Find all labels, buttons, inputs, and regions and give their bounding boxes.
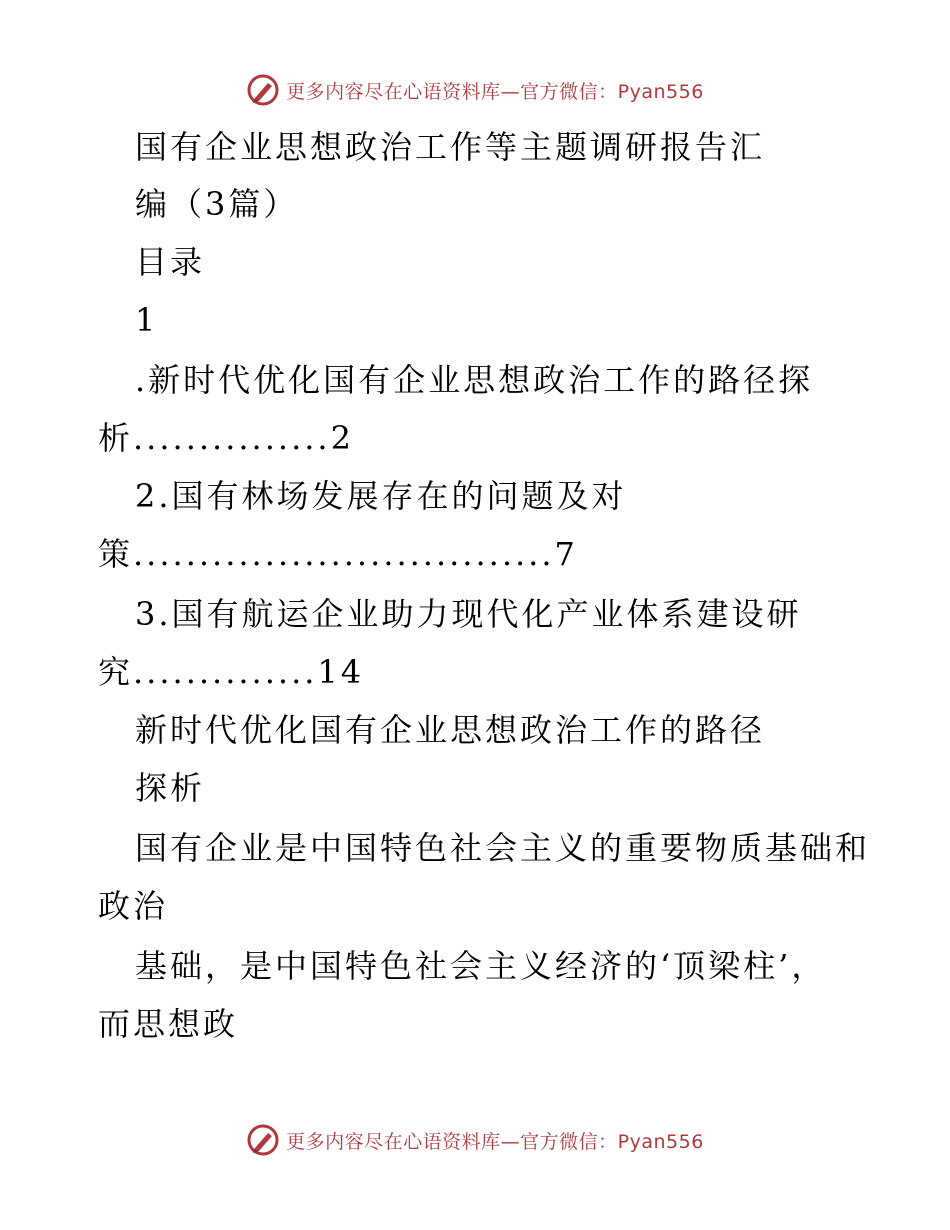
watermark-footer [0,1120,950,1160]
pen-in-circle-icon [246,1123,280,1157]
toc-item-1: .新时代优化国有企业思想政治工作的路径探 [135,361,814,399]
toc-item-2-leader: 策................................7 [98,535,578,573]
section-title-cont: 探析 [135,769,206,807]
toc-item-1-leader: 析...............2 [98,419,354,457]
watermark-text: 更多内容尽在心语资料库—官方微信：Pyan556 [286,1130,704,1153]
watermark-text: 更多内容尽在心语资料库—官方微信：Pyan556 [286,80,704,103]
toc-item-3: 3.国有航运企业助力现代化产业体系建设研 [135,595,802,633]
paragraph-line: 政治 [98,887,169,925]
toc-number: 1 [135,301,159,339]
toc-item-2: 2.国有林场发展存在的问题及对 [135,477,627,515]
document-title-cont: 编（3篇） [135,185,299,223]
document-title: 国有企业思想政治工作等主题调研报告汇 [135,128,766,166]
toc-heading: 目录 [135,243,206,281]
watermark-header [0,70,950,110]
paragraph-line: 而思想政 [98,1005,239,1043]
pen-in-circle-icon [246,73,280,107]
paragraph-line: 基础，是中国特色社会主义经济的‘顶梁柱’， [135,947,827,985]
toc-item-3-leader: 究..............14 [98,653,365,691]
paragraph-line: 国有企业是中国特色社会主义的重要物质基础和 [135,829,871,867]
section-title: 新时代优化国有企业思想政治工作的路径 [135,711,766,749]
